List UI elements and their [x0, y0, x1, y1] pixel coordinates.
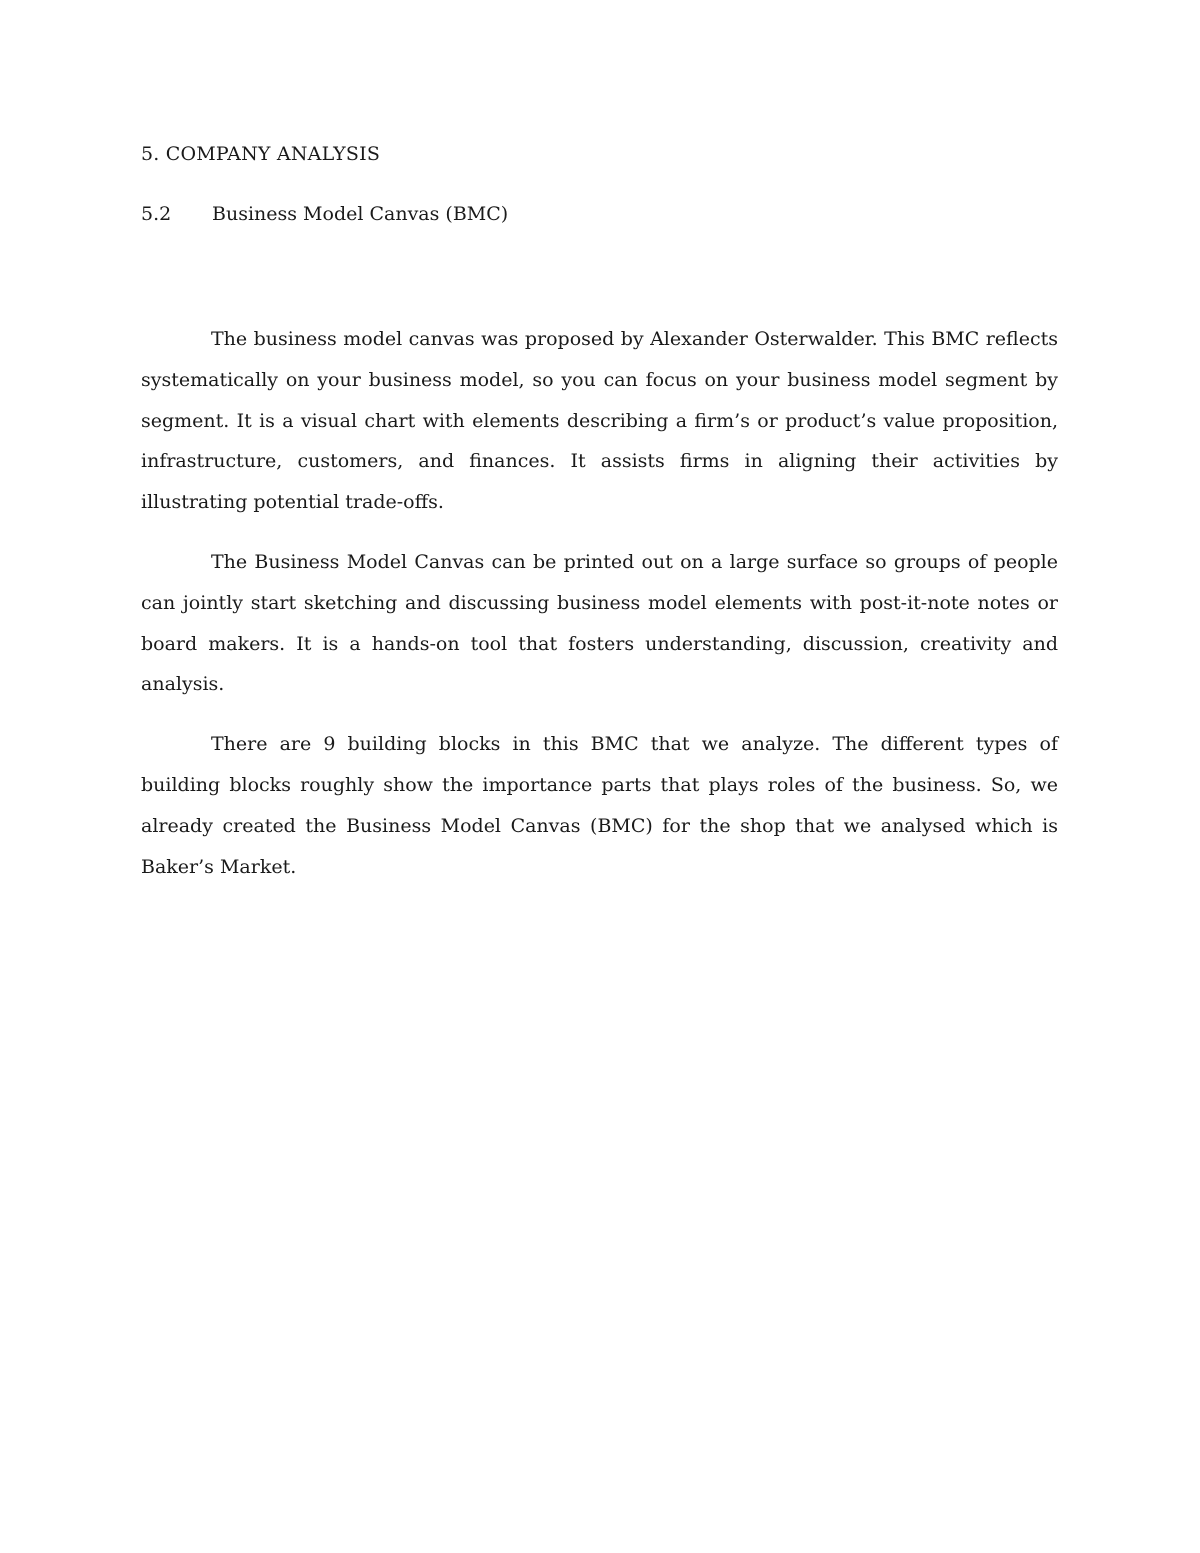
subsection-title: Business Model Canvas (BMC): [212, 203, 509, 225]
paragraph-bmc-intro: The business model canvas was proposed by Alexander Osterwalder. This BMC reflects systematically on your business model, so you can focus on your business model segment by segment. It is a visual chart with elements describing a firm’s or product’s value proposition, infrastructure, customers, and finances. It assists firms in aligning their activities by illustrating potential trade-offs.: [141, 328, 1058, 514]
body-text: [141, 319, 1058, 906]
section-heading: 5. COMPANY ANALYSIS: [141, 143, 381, 165]
subsection-heading: [141, 203, 508, 225]
paragraph-bmc-blocks: There are 9 building blocks in this BMC that we analyze. The different types of building blocks roughly show the importance parts that plays roles of the business. So, we already created the Business Model Canvas (BMC) for the shop that we analysed which is Baker’s Market.: [141, 733, 1058, 878]
subsection-number: 5.2: [141, 203, 172, 225]
paragraph-bmc-usage: The Business Model Canvas can be printed out on a large surface so groups of people can jointly start sketching and discussing business model elements with post-it-note notes or board makers. It is a hands-on tool that fosters understanding, discussion, creativity and analysis.: [141, 550, 1058, 696]
